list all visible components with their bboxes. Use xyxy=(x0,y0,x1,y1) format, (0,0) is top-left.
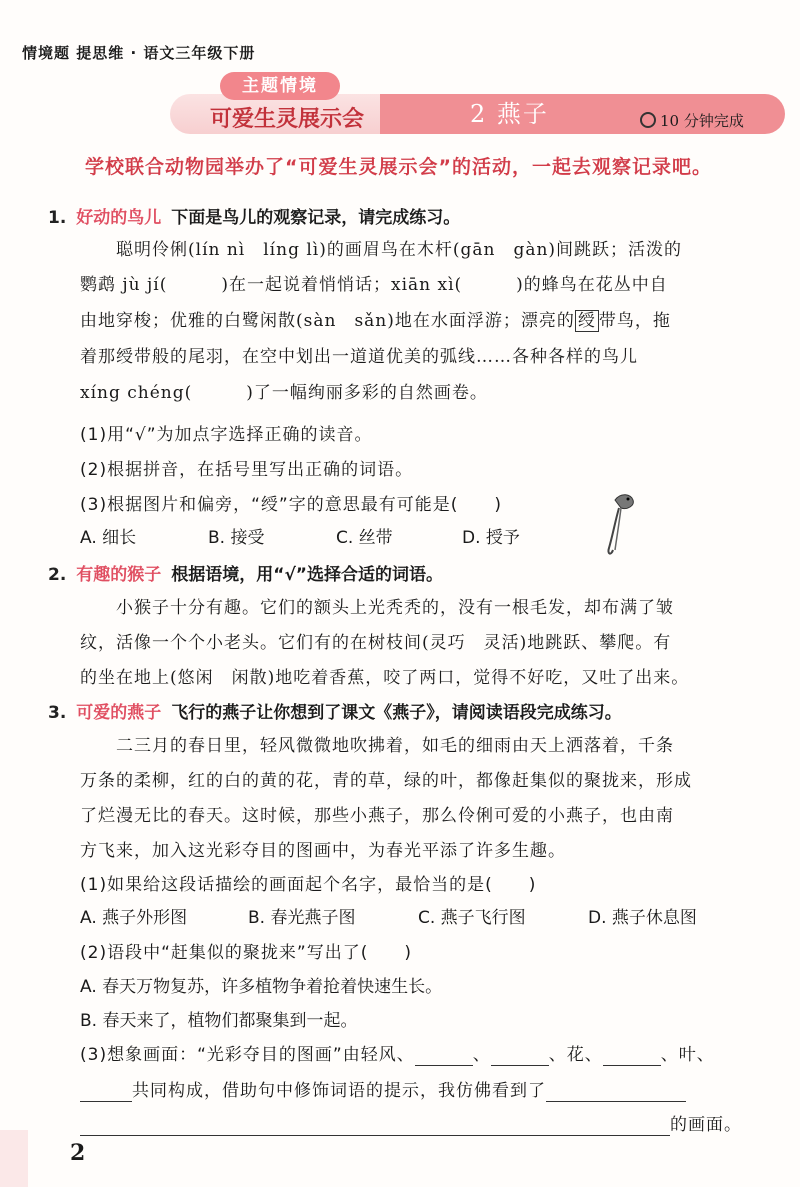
theme-name: 可爱生灵展示会 xyxy=(210,107,365,132)
theme-banner xyxy=(170,72,640,134)
q3-sub3-text-b: 共同构成，借助句中修饰词语的提示，我仿佛看到了 xyxy=(132,1081,546,1101)
clock-icon xyxy=(640,112,656,128)
q3-prompt: 飞行的燕子让你想到了课文《燕子》，请阅读语段完成练习。 xyxy=(171,703,622,723)
lesson-title: 2 燕子 xyxy=(470,100,549,128)
q1-prompt: 下面是鸟儿的观察记录，请完成练习。 xyxy=(171,208,461,228)
q1-option-d[interactable]: D. 授予 xyxy=(462,528,520,548)
q3-sub1: (1)如果给这段话描绘的画面起个名字，最恰当的是( ) xyxy=(80,875,537,895)
q1-sub3: (3)根据图片和偏旁，“绶”字的意思最有可能是( ) xyxy=(80,495,502,515)
boxed-char: 绶 xyxy=(575,310,599,332)
q1-sub1: (1)用“√”为加点字选择正确的读音。 xyxy=(80,425,373,445)
q3-line-3: 了烂漫无比的春天。这时候，那些小燕子，那么伶俐可爱的小燕子，也由南 xyxy=(80,806,674,826)
q1-option-c[interactable]: C. 丝带 xyxy=(336,528,393,548)
sep-3: 、叶、 xyxy=(660,1045,715,1065)
q3-line-4: 方飞来，加入这光彩夺目的图画中，为春光平添了许多生趣。 xyxy=(80,841,566,861)
q3-sub2: (2)语段中“赶集似的聚拢来”写出了( ) xyxy=(80,943,412,963)
q3-line-1: 二三月的春日里，轻风微微地吹拂着，如毛的细雨由天上洒落着，千条 xyxy=(116,736,674,756)
sep-1: 、 xyxy=(472,1045,491,1065)
blank-2[interactable] xyxy=(491,1045,549,1066)
time-limit xyxy=(640,110,744,131)
q3-sub3-line-3 xyxy=(80,1110,742,1136)
q1-line-5: xíng chéng( )了一幅绚丽多彩的自然画卷。 xyxy=(80,383,488,403)
time-limit-text: 10 分钟完成 xyxy=(660,112,744,130)
blank-6[interactable] xyxy=(80,1115,670,1136)
sep-2: 、花、 xyxy=(548,1045,603,1065)
q1-tag: 好动的鸟儿 xyxy=(76,208,162,228)
q1-line-3 xyxy=(80,306,671,331)
q2-line-1: 小猴子十分有趣。它们的额头上光秃秃的，没有一根毛发，却布满了皱 xyxy=(116,598,674,618)
q3-sub3-text-a: (3)想象画面：“光彩夺目的图画”由轻风、 xyxy=(80,1045,415,1065)
q1-line-1: 聪明伶俐(lín nì líng lì)的画眉鸟在木杆(gān gàn)间跳跃；活泼的 xyxy=(116,240,683,260)
ribbon-bird-icon xyxy=(595,488,640,558)
q1-option-a[interactable]: A. 细长 xyxy=(80,528,137,548)
blank-5[interactable] xyxy=(546,1081,686,1102)
q1-sub2: (2)根据拼音，在括号里写出正确的词语。 xyxy=(80,460,414,480)
q3-heading xyxy=(48,698,622,723)
q1-option-b[interactable]: B. 接受 xyxy=(208,528,265,548)
q1-heading xyxy=(48,203,460,228)
q3-sub3-line-1 xyxy=(80,1040,715,1066)
q3-sub3-line-2 xyxy=(80,1076,686,1102)
q2-line-2: 纹，活像一个个小老头。它们有的在树枝间(灵巧 灵活)地跳跃、攀爬。有 xyxy=(80,633,672,653)
page-number: 2 xyxy=(70,1140,86,1166)
q3-sub3-end: 的画面。 xyxy=(670,1115,742,1135)
q3-sub1-option-d[interactable]: D. 燕子休息图 xyxy=(588,908,697,928)
blank-3[interactable] xyxy=(603,1045,661,1066)
blank-4[interactable] xyxy=(80,1081,132,1102)
q3-sub1-option-a[interactable]: A. 燕子外形图 xyxy=(80,908,188,928)
q2-heading xyxy=(48,560,443,585)
q3-sub1-option-b[interactable]: B. 春光燕子图 xyxy=(248,908,356,928)
q1-line-3-text: 由地穿梭；优雅的白鹭闲散(sàn sǎn)地在水面浮游；漂亮的 xyxy=(80,311,575,331)
blank-1[interactable] xyxy=(415,1045,473,1066)
q3-tag: 可爱的燕子 xyxy=(76,703,162,723)
q2-line-3: 的坐在地上(悠闲 闲散)地吃着香蕉，咬了两口，觉得不好吃，又吐了出来。 xyxy=(80,668,690,688)
q3-line-2: 万条的柔柳，红的白的黄的花，青的草，绿的叶，都像赶集似的聚拢来，形成 xyxy=(80,771,692,791)
q2-tag: 有趣的猴子 xyxy=(76,565,162,585)
q1-line-4: 着那绶带般的尾羽，在空中划出一道道优美的弧线……各种各样的鸟儿 xyxy=(80,347,638,367)
corner-bar xyxy=(0,1130,28,1187)
intro-text: 学校联合动物园举办了“可爱生灵展示会”的活动，一起去观察记录吧。 xyxy=(85,156,712,178)
q3-sub2-option-b[interactable]: B. 春天来了，植物们都聚集到一起。 xyxy=(80,1011,358,1031)
q3-sub1-option-c[interactable]: C. 燕子飞行图 xyxy=(418,908,526,928)
q1-line-3-tail: 带鸟，拖 xyxy=(598,311,671,331)
q1-line-2: 鹦鹉 jù jí( )在一起说着悄悄话；xiān xì( )的蜂鸟在花丛中自 xyxy=(80,275,668,295)
q3-sub2-option-a[interactable]: A. 春天万物复苏，许多植物争着抢着快速生长。 xyxy=(80,977,443,997)
theme-tag: 主题情境 xyxy=(220,72,340,100)
book-header-title: 情境题 提思维 · 语文三年级下册 xyxy=(22,44,256,62)
q2-number: 2. xyxy=(48,565,67,585)
q2-prompt: 根据语境，用“√”选择合适的词语。 xyxy=(171,565,443,585)
q3-number: 3. xyxy=(48,703,67,723)
q1-number: 1. xyxy=(48,208,67,228)
